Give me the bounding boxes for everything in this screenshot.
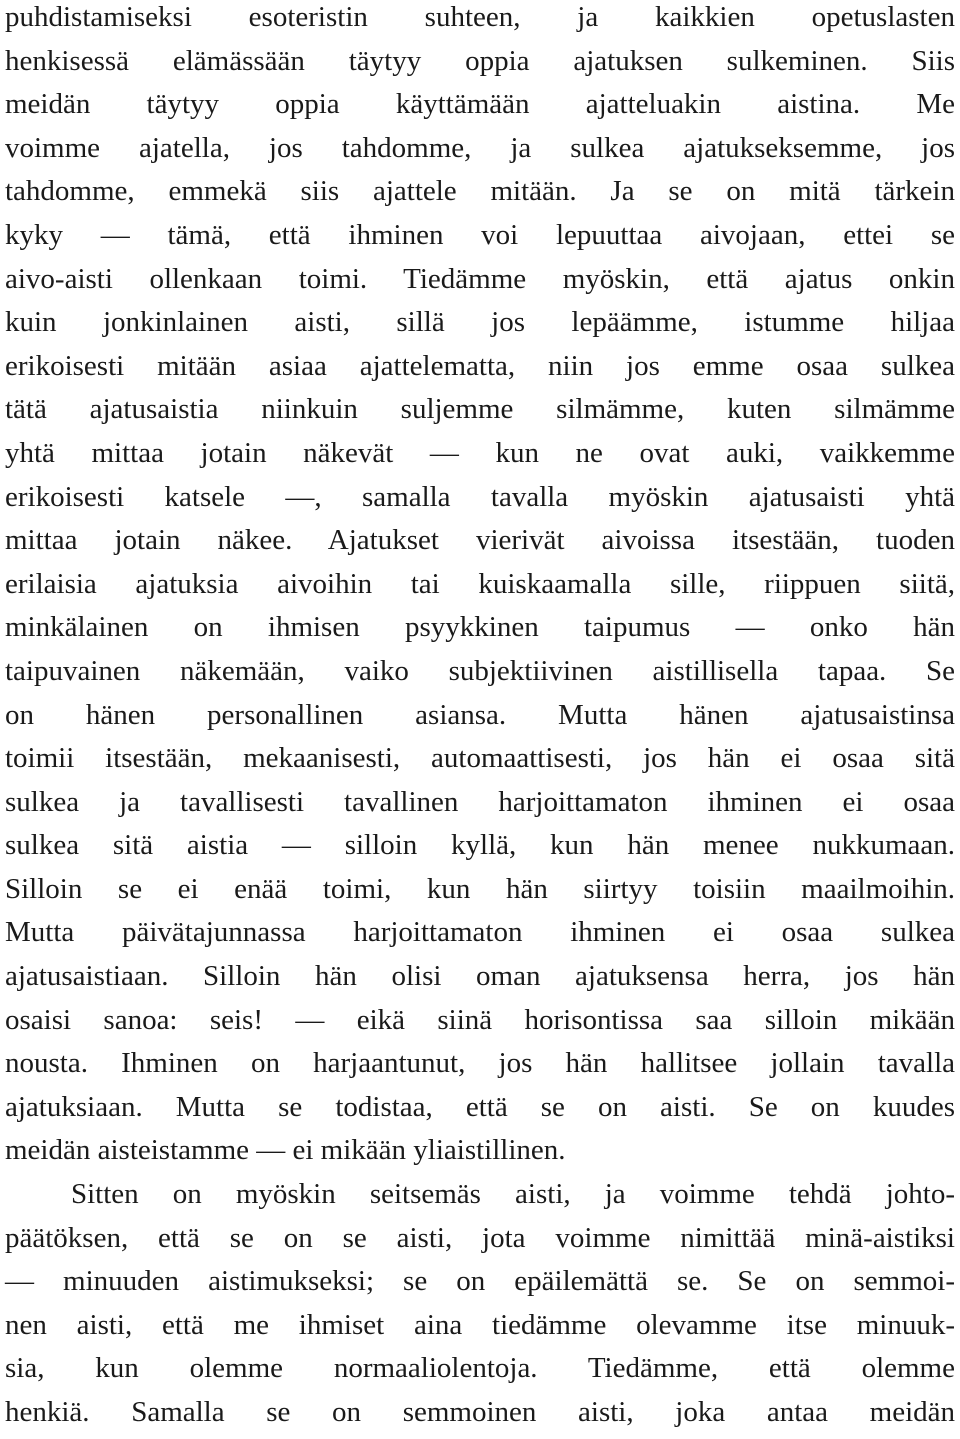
- text-line: — minuuden aistimukseksi; se on epäilemättä se. Se on semmoi-: [5, 1265, 955, 1298]
- paragraph-end-line: meidän aisteistamme — ei mikään yliaistillinen.: [5, 1134, 566, 1167]
- text-line: yhtä mittaa jotain näkevät — kun ne ovat auki, vaikkemme: [5, 436, 955, 469]
- text-line: meidän täytyy oppia käyttämään ajatteluakin aistina. Me: [5, 88, 955, 121]
- text-line: taipuvainen näkemään, vaiko subjektiivinen aistillisella tapaa. Se: [5, 654, 955, 687]
- text-line: tahdomme, emmekä siis ajattele mitään. Ja se on mitä tärkein: [5, 175, 955, 208]
- text-line: toimii itsestään, mekaanisesti, automaattisesti, jos hän ei osaa sitä: [5, 742, 955, 775]
- text-line: sia, kun olemme normaaliolentoja. Tiedämme, että olemme: [5, 1352, 955, 1385]
- text-line: nousta. Ihminen on harjaantunut, jos hän hallitsee jollain tavalla: [5, 1047, 955, 1080]
- document-page: [5, 0, 955, 1439]
- text-line: erikoisesti katsele —, samalla tavalla myöskin ajatusaisti yhtä: [5, 480, 955, 513]
- text-line: ajatusaistiaan. Silloin hän olisi oman ajatuksensa herra, jos hän: [5, 960, 955, 993]
- text-line: puhdistamiseksi esoteristin suhteen, ja kaikkien opetuslasten: [5, 1, 955, 33]
- text-line: henkiä. Samalla se on semmoinen aisti, joka antaa meidän: [5, 1396, 955, 1428]
- text-line: aivo-aisti ollenkaan toimi. Tiedämme myöskin, että ajatus onkin: [5, 262, 955, 295]
- text-line: päätöksen, että se on se aisti, jota voimme nimittää minä-aistiksi: [5, 1221, 955, 1254]
- text-line: osaisi sanoa: seis! — eikä siinä horisontissa saa silloin mikään: [5, 1003, 955, 1036]
- text-line: sulkea ja tavallisesti tavallinen harjoittamaton ihminen ei osaa: [5, 785, 955, 818]
- text-line: henkisessä elämässään täytyy oppia ajatuksen sulkeminen. Siis: [5, 44, 955, 77]
- text-line: tätä ajatusaistia niinkuin suljemme silmämme, kuten silmämme: [5, 393, 955, 426]
- text-line: ajatuksiaan. Mutta se todistaa, että se on aisti. Se on kuudes: [5, 1090, 955, 1123]
- text-line: voimme ajatella, jos tahdomme, ja sulkea ajatukseksemme, jos: [5, 131, 955, 164]
- text-line: sulkea sitä aistia — silloin kyllä, kun hän menee nukkumaan.: [5, 829, 955, 862]
- text-line: Mutta päivätajunnassa harjoittamaton ihminen ei osaa sulkea: [5, 916, 955, 949]
- text-line: erikoisesti mitään asiaa ajattelematta, niin jos emme osaa sulkea: [5, 349, 955, 382]
- text-line: on hänen personallinen asiansa. Mutta hänen ajatusaistinsa: [5, 698, 955, 731]
- text-line: Silloin se ei enää toimi, kun hän siirtyy toisiin maailmoihin.: [5, 872, 955, 905]
- text-line: kuin jonkinlainen aisti, sillä jos lepäämme, istumme hiljaa: [5, 306, 955, 339]
- text-line: erilaisia ajatuksia aivoihin tai kuiskaamalla sille, riippuen siitä,: [5, 567, 955, 600]
- text-line: minkälainen on ihmisen psyykkinen taipumus — onko hän: [5, 611, 955, 644]
- text-line: mittaa jotain näkee. Ajatukset vierivät aivoissa itsestään, tuoden: [5, 524, 955, 557]
- text-line: nen aisti, että me ihmiset aina tiedämme olevamme itse minuuk-: [5, 1308, 955, 1341]
- paragraph-start-line: Sitten on myöskin seitsemäs aisti, ja voimme tehdä johto-: [71, 1178, 955, 1211]
- text-line: kyky — tämä, että ihminen voi lepuuttaa aivojaan, ettei se: [5, 218, 955, 251]
